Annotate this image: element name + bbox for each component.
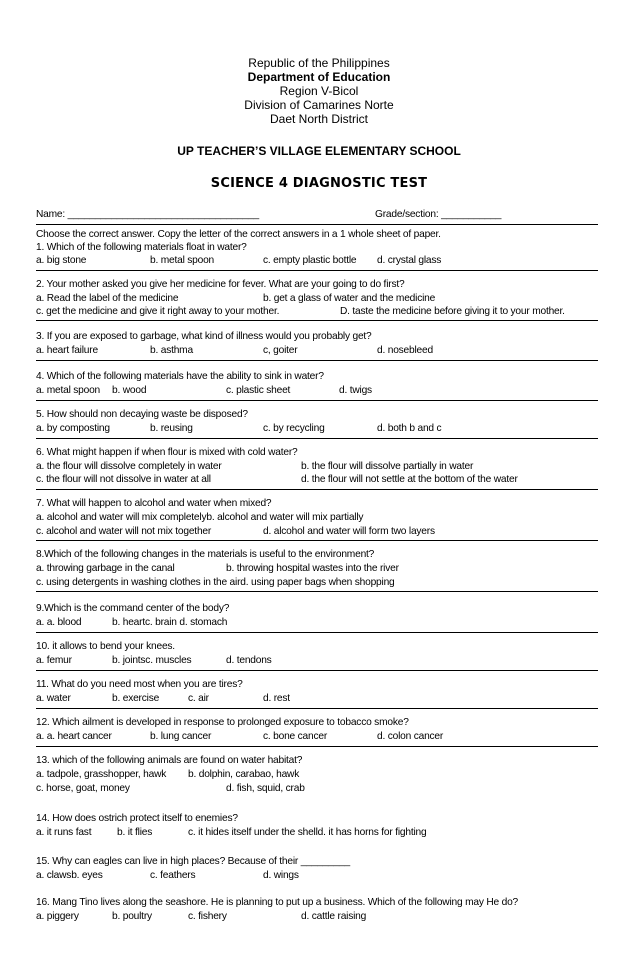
q13-choice-b: b. dolphin, carabao, hawk bbox=[188, 769, 300, 780]
question-9: 9.Which is the command center of the body? bbox=[36, 603, 230, 614]
q12-choice-c: c. bone cancer bbox=[263, 731, 328, 742]
question-15: 15. Why can eagles can live in high places? Because of their _________ bbox=[36, 856, 350, 867]
question-1: 1. Which of the following materials float in water? bbox=[36, 242, 247, 253]
q4-choice-b: b. wood bbox=[112, 385, 147, 396]
divider bbox=[36, 438, 598, 439]
q16-choice-d: d. cattle raising bbox=[301, 911, 367, 922]
q10-choices-b-c: b. jointsc. muscles bbox=[112, 655, 192, 666]
q9-choice-a: a. a. blood bbox=[36, 617, 82, 628]
q12-choice-a: a. a. heart cancer bbox=[36, 731, 112, 742]
q5-choice-a: a. by composting bbox=[36, 423, 110, 434]
divider bbox=[36, 591, 598, 592]
q1-choice-c: c. empty plastic bottle bbox=[263, 255, 357, 266]
q14-choices-c-d: c. it hides itself under the shelld. it has horns for fighting bbox=[188, 827, 427, 838]
q10-choice-d: d. tendons bbox=[226, 655, 272, 666]
divider bbox=[36, 489, 598, 490]
question-2: 2. Your mother asked you give her medicine for fever. What are your going to do first? bbox=[36, 279, 405, 290]
divider bbox=[36, 746, 598, 747]
header-department: Department of Education bbox=[247, 70, 391, 84]
q10-choice-a: a. femur bbox=[36, 655, 72, 666]
q14-choice-a: a. it runs fast bbox=[36, 827, 92, 838]
question-12: 12. Which ailment is developed in response to prolonged exposure to tobacco smoke? bbox=[36, 717, 409, 728]
q2-choice-a: a. Read the label of the medicine bbox=[36, 293, 179, 304]
q8-choice-a: a. throwing garbage in the canal bbox=[36, 563, 175, 574]
question-11: 11. What do you need most when you are tires? bbox=[36, 679, 243, 690]
q1-choice-a: a. big stone bbox=[36, 255, 87, 266]
q14-choice-b: b. it flies bbox=[117, 827, 153, 838]
q7-choice-c: c. alcohol and water will not mix together bbox=[36, 526, 212, 537]
q9-choices-b-c-d: b. heartc. brain d. stomach bbox=[112, 617, 228, 628]
q11-choice-a: a. water bbox=[36, 693, 71, 704]
divider bbox=[36, 540, 598, 541]
q2-choice-c: c. get the medicine and give it right away to your mother. bbox=[36, 306, 280, 317]
question-10: 10. it allows to bend your knees. bbox=[36, 641, 175, 652]
test-title: SCIENCE 4 DIAGNOSTIC TEST bbox=[210, 176, 428, 191]
question-6: 6. What might happen if when flour is mixed with cold water? bbox=[36, 447, 298, 458]
q3-choice-a: a. heart failure bbox=[36, 345, 98, 356]
divider bbox=[36, 320, 598, 321]
name-field-label: Name: ___________________________________ bbox=[36, 209, 259, 220]
q2-choice-d: D. taste the medicine before giving it to your mother. bbox=[340, 306, 565, 317]
question-7: 7. What will happen to alcohol and water when mixed? bbox=[36, 498, 272, 509]
divider bbox=[36, 360, 598, 361]
divider bbox=[36, 400, 598, 401]
q5-choice-c: c. by recycling bbox=[263, 423, 325, 434]
school-name: UP TEACHER’S VILLAGE ELEMENTARY SCHOOL bbox=[177, 144, 461, 158]
question-14: 14. How does ostrich protect itself to enemies? bbox=[36, 813, 238, 824]
divider bbox=[36, 670, 598, 671]
divider bbox=[36, 270, 598, 271]
header-region: Region V-Bicol bbox=[279, 84, 359, 98]
q6-choice-b: b. the flour will dissolve partially in water bbox=[301, 461, 474, 472]
q13-choice-c: c. horse, goat, money bbox=[36, 783, 130, 794]
q5-choice-d: d. both b and c bbox=[377, 423, 442, 434]
question-13: 13. which of the following animals are found on water habitat? bbox=[36, 755, 303, 766]
q7-choices-a-b: a. alcohol and water will mix completelyb. alcohol and water will mix partially bbox=[36, 512, 364, 523]
q7-choice-d: d. alcohol and water will form two layers bbox=[263, 526, 435, 537]
q6-choice-d: d. the flour will not settle at the bottom of the water bbox=[301, 474, 518, 485]
q15-choice-d: d. wings bbox=[263, 870, 299, 881]
q3-choice-c: c, goiter bbox=[263, 345, 298, 356]
q5-choice-b: b. reusing bbox=[150, 423, 193, 434]
q11-choice-c: c. air bbox=[188, 693, 209, 704]
q13-choice-a: a. tadpole, grasshopper, hawk bbox=[36, 769, 167, 780]
header-district: Daet North District bbox=[269, 112, 369, 126]
q4-choice-a: a. metal spoon bbox=[36, 385, 101, 396]
q12-choice-b: b. lung cancer bbox=[150, 731, 212, 742]
divider bbox=[36, 224, 598, 225]
q15-choice-c: c. feathers bbox=[150, 870, 196, 881]
q6-choice-c: c. the flour will not dissolve in water at all bbox=[36, 474, 211, 485]
q16-choice-a: a. piggery bbox=[36, 911, 79, 922]
question-8: 8.Which of the following changes in the materials is useful to the environment? bbox=[36, 549, 375, 560]
q2-choice-b: b. get a glass of water and the medicine bbox=[263, 293, 436, 304]
header-division: Division of Camarines Norte bbox=[244, 98, 394, 112]
divider bbox=[36, 708, 598, 709]
q16-choice-b: b. poultry bbox=[112, 911, 152, 922]
q11-choice-d: d. rest bbox=[263, 693, 290, 704]
header-republic: Republic of the Philippines bbox=[248, 56, 390, 70]
q6-choice-a: a. the flour will dissolve completely in water bbox=[36, 461, 222, 472]
instructions: Choose the correct answer. Copy the letter of the correct answers in a 1 whole sheet of paper. bbox=[36, 229, 441, 240]
q1-choice-b: b. metal spoon bbox=[150, 255, 215, 266]
q3-choice-b: b. asthma bbox=[150, 345, 193, 356]
q15-choices-a-b: a. clawsb. eyes bbox=[36, 870, 103, 881]
q11-choice-b: b. exercise bbox=[112, 693, 160, 704]
q12-choice-d: d. colon cancer bbox=[377, 731, 444, 742]
q3-choice-d: d. nosebleed bbox=[377, 345, 433, 356]
grade-section-label: Grade/section: ___________ bbox=[375, 209, 502, 220]
divider bbox=[36, 632, 598, 633]
question-5: 5. How should non decaying waste be disposed? bbox=[36, 409, 248, 420]
q1-choice-d: d. crystal glass bbox=[377, 255, 442, 266]
question-3: 3. If you are exposed to garbage, what kind of illness would you probably get? bbox=[36, 331, 372, 342]
q13-choice-d: d. fish, squid, crab bbox=[226, 783, 305, 794]
question-4: 4. Which of the following materials have the ability to sink in water? bbox=[36, 371, 324, 382]
q4-choice-c: c. plastic sheet bbox=[226, 385, 291, 396]
q8-choice-b: b. throwing hospital wastes into the river bbox=[226, 563, 399, 574]
question-16: 16. Mang Tino lives along the seashore. He is planning to put up a business. Which of the following may He do? bbox=[36, 897, 519, 908]
q4-choice-d: d. twigs bbox=[339, 385, 372, 396]
q8-choices-c-d: c. using detergents in washing clothes in the aird. using paper bags when shopping bbox=[36, 577, 395, 588]
q16-choice-c: c. fishery bbox=[188, 911, 227, 922]
